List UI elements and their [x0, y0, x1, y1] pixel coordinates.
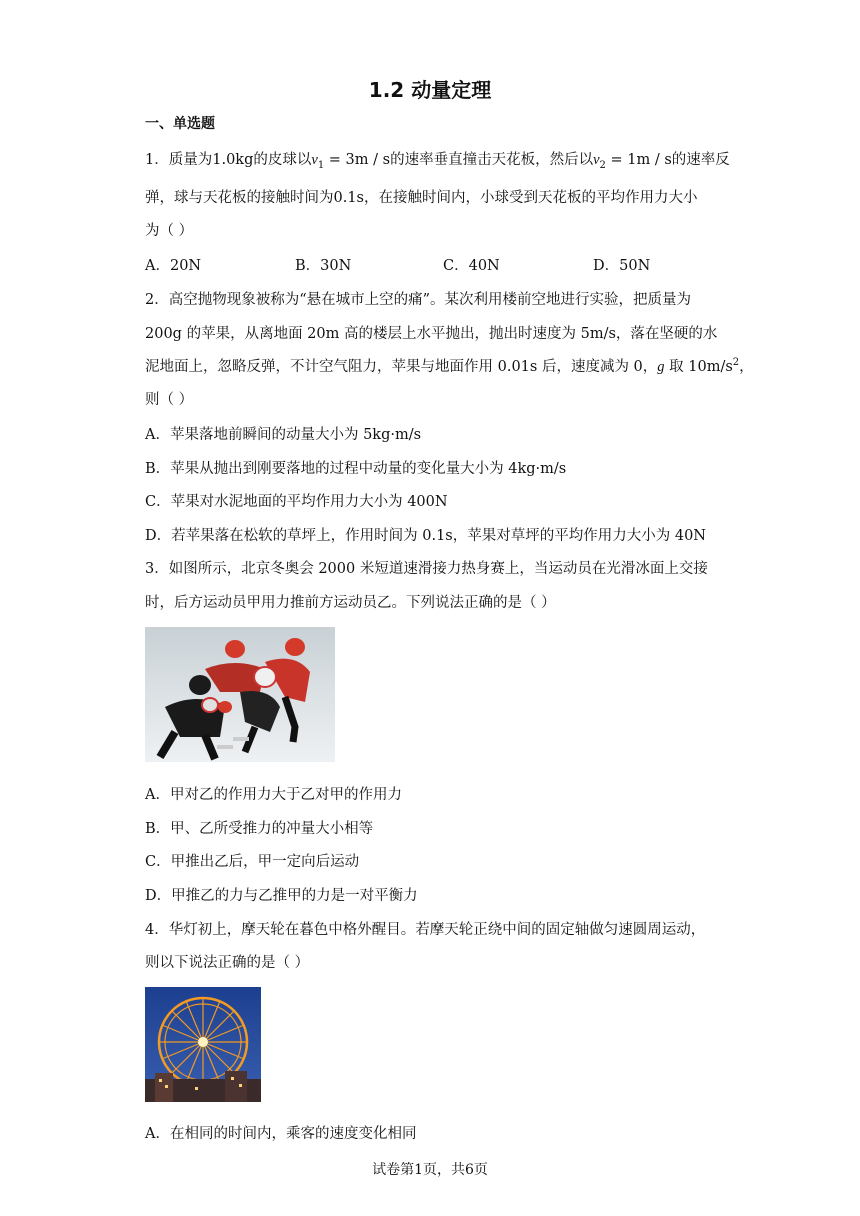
q4-option-a[interactable]: A．在相同的时间内，乘客的速度变化相同: [145, 1126, 417, 1142]
q3-option-a[interactable]: A．甲对乙的作用力大于乙对甲的作用力: [145, 787, 402, 803]
q1-v1-subscript: 1: [317, 159, 325, 171]
q2-line4: 则（ ）: [145, 392, 194, 408]
q1-text: 的皮球以: [253, 152, 312, 168]
q1-line1: [145, 148, 730, 171]
q2-g-symbol: g: [657, 359, 665, 375]
section-heading: 一、单选题: [145, 116, 215, 132]
q2-line1: 2．高空抛物现象被称为“悬在城市上空的痛”。某次利用楼前空地进行实验，把质量为: [145, 292, 692, 308]
q4-line1: 4．华灯初上，摩天轮在暮色中格外醒目。若摩天轮正绕中间的固定轴做匀速圆周运动，: [145, 922, 706, 938]
q1-text: ，在接触时间内，小球受到天花板的平均作用力大小: [364, 190, 698, 206]
q1-v1-value: = 3m / s: [324, 152, 391, 168]
q1-v2-value: = 1m / s: [605, 152, 672, 168]
q1-text: 的速率垂直撞击天花板，然后以: [390, 152, 594, 168]
q3-option-b[interactable]: B．甲、乙所受推力的冲量大小相等: [145, 821, 374, 837]
q2-line2: 200g 的苹果，从离地面 20m 高的楼层上水平抛出，抛出时速度为 5m/s，落在坚硬的水: [145, 326, 718, 342]
q1-v1-symbol: v: [311, 152, 318, 168]
q1-option-b[interactable]: B．30N: [295, 258, 352, 274]
q1-mass: 1.0kg: [212, 152, 254, 168]
q2-option-d[interactable]: D．若苹果落在松软的草坪上，作用时间为 0.1s，苹果对草坪的平均作用力大小为 40N: [145, 528, 706, 544]
page-footer: 试卷第1页，共6页: [372, 1162, 488, 1178]
q1-option-a[interactable]: A．20N: [145, 258, 202, 274]
speed-skating-photo: [145, 627, 335, 762]
q2-text: 泥地面上，忽略反弹，不计空气阻力，苹果与地面作用 0.01s 后，速度减为 0，: [145, 359, 658, 375]
q1-line2: [145, 186, 698, 207]
q2-option-b[interactable]: B．苹果从抛出到刚要落地的过程中动量的变化量大小为 4kg·m/s: [145, 461, 567, 477]
q1-option-c[interactable]: C．40N: [443, 258, 500, 274]
q1-v2-symbol: v: [593, 152, 600, 168]
q1-text: 弹，球与天花板的接触时间为: [145, 190, 334, 206]
q3-option-c[interactable]: C．甲推出乙后，甲一定向后运动: [145, 854, 360, 870]
q2-option-a[interactable]: A．苹果落地前瞬间的动量大小为 5kg·m/s: [145, 427, 422, 443]
q1-option-d[interactable]: D．50N: [593, 258, 651, 274]
q3-option-d[interactable]: D．甲推乙的力与乙推甲的力是一对平衡力: [145, 888, 418, 904]
q1-v2-subscript: 2: [599, 159, 606, 171]
page-title: 1.2 动量定理: [368, 78, 492, 102]
q3-line2: 时，后方运动员甲用力推前方运动员乙。下列说法正确的是（ ）: [145, 595, 556, 611]
q2-text: ，: [739, 359, 754, 375]
q1-time: 0.1s: [333, 190, 365, 206]
q2-option-c[interactable]: C．苹果对水泥地面的平均作用力大小为 400N: [145, 494, 448, 510]
q3-line1: 3．如图所示，北京冬奥会 2000 米短道速滑接力热身赛上，当运动员在光滑冰面上交接: [145, 561, 708, 577]
q1-text: 1．质量为: [145, 152, 213, 168]
ferris-wheel-photo: [145, 987, 261, 1102]
q2-superscript: 2: [732, 357, 740, 369]
q2-text: 取 10m/s: [664, 359, 733, 375]
q2-line3: [145, 355, 754, 376]
q1-line3: 为（ ）: [145, 223, 194, 239]
q1-text: 的速率反: [671, 152, 730, 168]
q4-line2: 则以下说法正确的是（ ）: [145, 955, 310, 971]
